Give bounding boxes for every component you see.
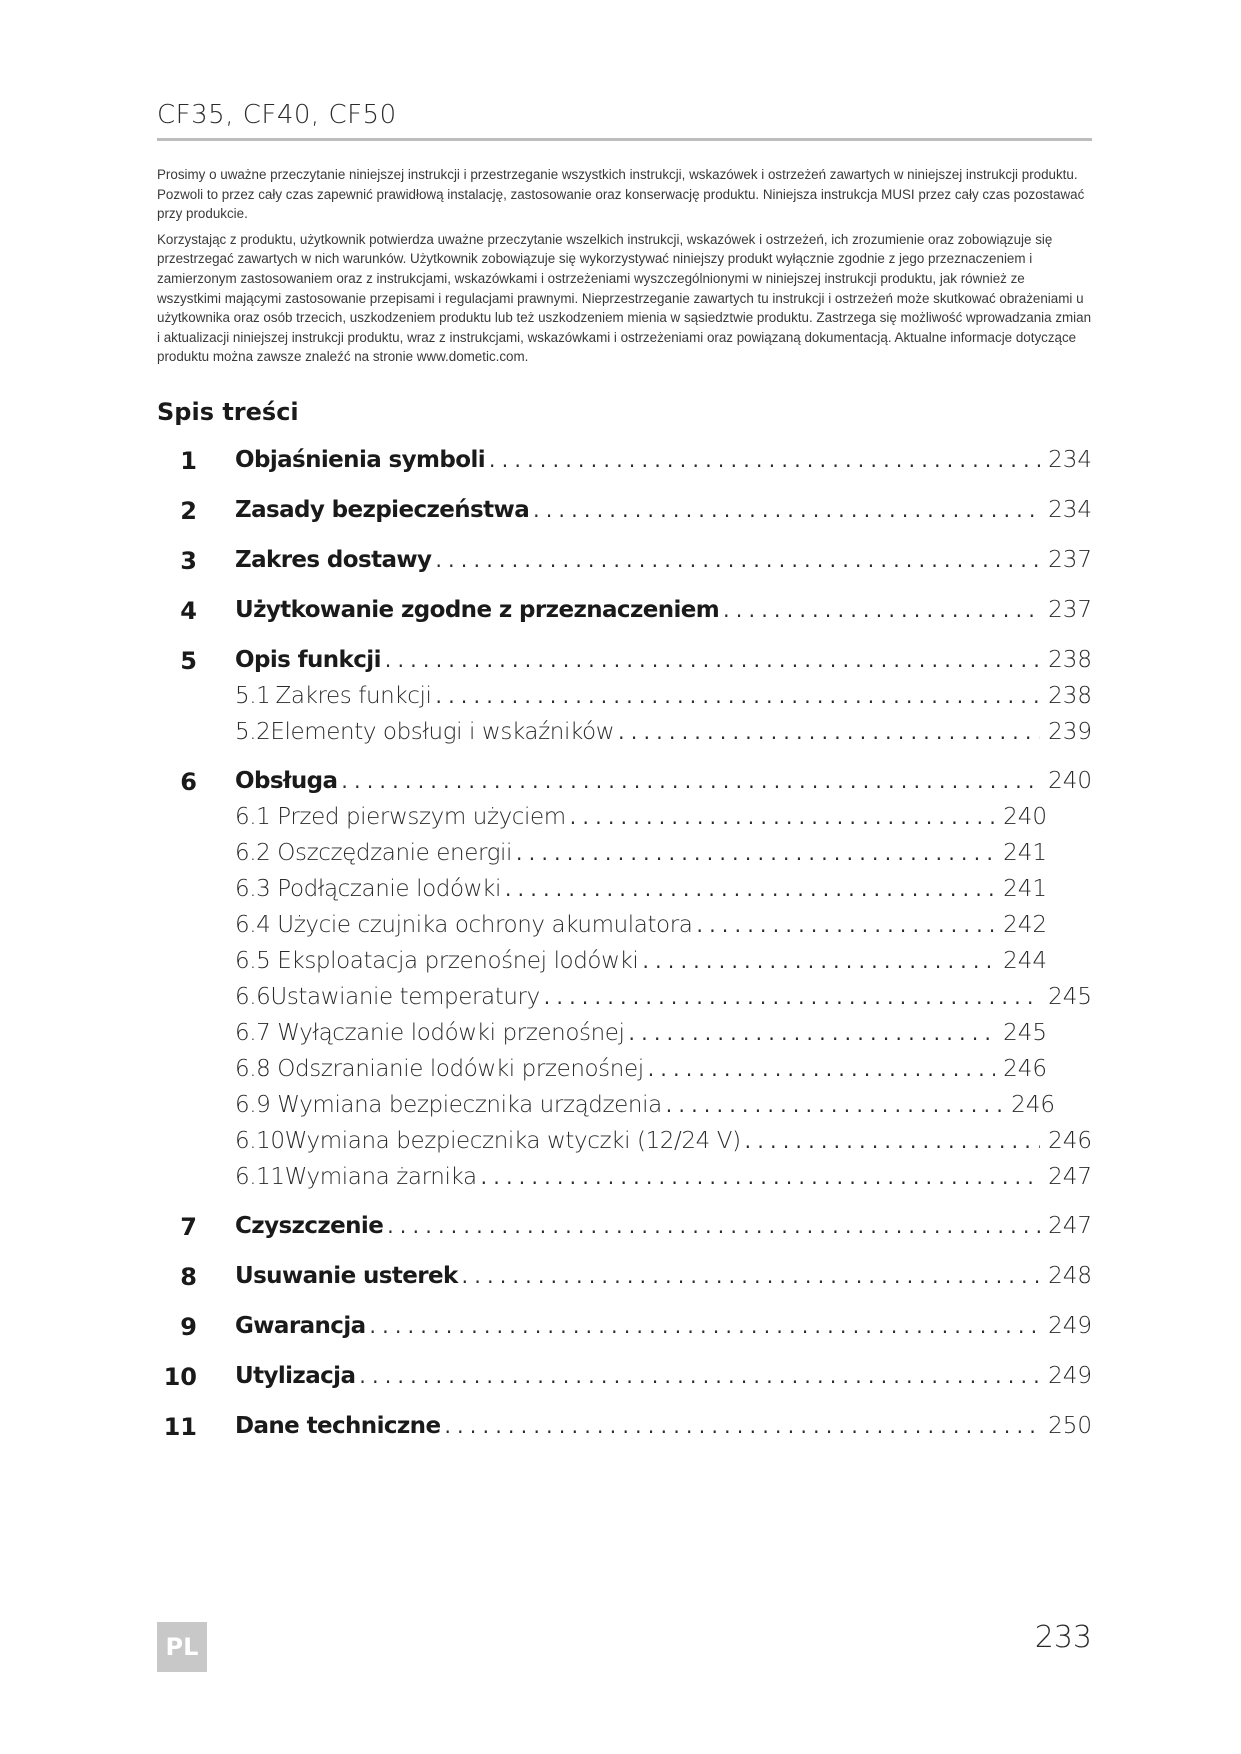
toc-chapter-number: 9 — [180, 1313, 197, 1341]
toc-page-number: 248 — [1048, 1263, 1092, 1289]
toc-section-6-7[interactable] — [235, 1020, 1047, 1056]
toc-page-number: 249 — [1048, 1313, 1092, 1339]
toc-chapter-number: 7 — [180, 1213, 197, 1241]
toc-section-6-1[interactable] — [235, 804, 1047, 840]
toc-leader-dots — [370, 1314, 1041, 1338]
toc-chapter-5[interactable] — [157, 647, 1092, 683]
toc-section-label: 6.4 Użycie czujnika ochrony akumulatora — [235, 912, 693, 938]
toc-page-number: 246 — [1003, 1056, 1047, 1082]
toc-page-number: 240 — [1048, 768, 1092, 794]
toc-leader-dots — [629, 1021, 996, 1045]
toc-page-number: 250 — [1048, 1413, 1092, 1439]
toc-heading: Spis treści — [157, 398, 299, 426]
toc-chapter-8[interactable] — [157, 1263, 1092, 1299]
toc-section-number: 6.10 — [235, 1128, 285, 1154]
toc-leader-dots — [666, 1093, 1003, 1117]
toc-page-number: 234 — [1048, 447, 1092, 473]
toc-section-6-6[interactable] — [235, 984, 1092, 1020]
toc-leader-dots — [505, 877, 995, 901]
toc-chapter-number: 11 — [163, 1413, 197, 1441]
toc-leader-dots — [642, 949, 995, 973]
toc-section-number: 6.11 — [235, 1164, 285, 1190]
toc-section-label: Wymiana bezpiecznika wtyczki (12/24 V) — [284, 1128, 741, 1154]
toc-chapter-label: Utylizacja — [235, 1363, 356, 1389]
toc-leader-dots — [385, 648, 1040, 672]
toc-leader-dots — [341, 769, 1040, 793]
toc-page-number: 246 — [1048, 1128, 1092, 1154]
toc-section-label: 6.8 Odszranianie lodówki przenośnej — [235, 1056, 644, 1082]
toc-leader-dots — [516, 841, 995, 865]
toc-page-number: 242 — [1003, 912, 1047, 938]
toc-chapter-1[interactable] — [157, 447, 1092, 483]
toc-chapter-9[interactable] — [157, 1313, 1092, 1349]
toc-section-label: 6.9 Wymiana bezpiecznika urządzenia — [235, 1092, 662, 1118]
toc-section-6-10[interactable] — [235, 1128, 1092, 1164]
toc-leader-dots — [723, 598, 1040, 622]
toc-page-number: 245 — [1048, 984, 1092, 1010]
toc-page-number: 238 — [1048, 683, 1092, 709]
toc-chapter-label: Obsługa — [235, 768, 338, 794]
toc-page-number: 241 — [1003, 840, 1047, 866]
toc-leader-dots — [387, 1214, 1040, 1238]
toc-section-label: Wymiana żarnika — [284, 1164, 477, 1190]
toc-leader-dots — [489, 448, 1040, 472]
toc-page-number: 246 — [1011, 1092, 1055, 1118]
toc-page-number: 249 — [1048, 1363, 1092, 1389]
toc-page-number: 237 — [1048, 547, 1092, 573]
toc-section-label: 6.3 Podłączanie lodówki — [235, 876, 501, 902]
toc-leader-dots — [533, 498, 1040, 522]
toc-chapter-11[interactable] — [157, 1413, 1092, 1449]
toc-section-number: 5.1 — [235, 683, 271, 709]
toc-chapter-6[interactable] — [157, 768, 1092, 804]
toc-section-5-2[interactable] — [235, 719, 1092, 755]
toc-leader-dots — [544, 985, 1040, 1009]
toc-chapter-label: Zakres dostawy — [235, 547, 432, 573]
toc-chapter-label: Dane techniczne — [235, 1413, 441, 1439]
toc-section-number: 6.6 — [235, 984, 271, 1010]
toc-chapter-number: 3 — [180, 547, 197, 575]
toc-chapter-label: Czyszczenie — [235, 1213, 384, 1239]
page-number: 233 — [1034, 1620, 1092, 1655]
toc-chapter-number: 8 — [180, 1263, 197, 1291]
toc-page-number: 234 — [1048, 497, 1092, 523]
toc-section-6-4[interactable] — [235, 912, 1047, 948]
toc-section-6-2[interactable] — [235, 840, 1047, 876]
toc-leader-dots — [444, 1414, 1040, 1438]
toc-section-label: Ustawianie temperatury — [270, 984, 540, 1010]
toc-chapter-label: Objaśnienia symboli — [235, 447, 486, 473]
toc-chapter-number: 4 — [180, 597, 197, 625]
toc-section-6-8[interactable] — [235, 1056, 1047, 1092]
toc-chapter-label: Usuwanie usterek — [235, 1263, 458, 1289]
toc-leader-dots — [481, 1165, 1040, 1189]
header-title: CF35, CF40, CF50 — [157, 100, 397, 130]
toc-section-6-5[interactable] — [235, 948, 1047, 984]
intro-paragraph-1: Prosimy o uważne przeczytanie niniejszej instrukcji i przestrzeganie wszystkich instrukcji, wskazówek i ostrzeżeń zawartych w niniejszej instrukcji produktu. Pozwoli to przez cały czas zapewnić prawidłową instalację, zastosowanie oraz konserwację produktu. Niniejsza instrukcja MUSI przez cały czas pozostawać przy produkcie. — [157, 167, 1085, 222]
toc-section-5-1[interactable] — [235, 683, 1092, 719]
toc-chapter-label: Gwarancja — [235, 1313, 366, 1339]
toc-chapter-number: 2 — [180, 497, 197, 525]
toc-page-number: 239 — [1048, 719, 1092, 745]
toc-page-number: 241 — [1003, 876, 1047, 902]
toc-leader-dots — [745, 1129, 1040, 1153]
toc-chapter-number: 1 — [180, 447, 197, 475]
toc-section-6-3[interactable] — [235, 876, 1047, 912]
toc-page-number: 244 — [1003, 948, 1047, 974]
toc-section-label: 6.1 Przed pierwszym użyciem — [235, 804, 566, 830]
toc-chapter-label: Zasady bezpieczeństwa — [235, 497, 530, 523]
toc-section-6-11[interactable] — [235, 1164, 1092, 1200]
toc-chapter-number: 10 — [163, 1363, 197, 1391]
toc-section-label: 6.7 Wyłączanie lodówki przenośnej — [235, 1020, 625, 1046]
toc-section-label: 6.5 Eksploatacja przenośnej lodówki — [235, 948, 639, 974]
toc-section-label: Elementy obsługi i wskaźników — [270, 719, 615, 745]
toc-leader-dots — [359, 1364, 1040, 1388]
intro-paragraph-2: Korzystając z produktu, użytkownik potwierdza uważne przeczytanie wszelkich instrukcji, wskazówek i ostrzeżeń, ich zrozumienie oraz zobowiązuje się przestrzegać zawartych w nich warunków. Użytkownik zobowiązuje się wykorzystywać niniejszy produkt wyłącznie zgodnie z jego przeznaczeniem i zamierzonym zastosowaniem oraz z instrukcjami, wskazówkami i ostrzeżeniami wyszczególnionymi w niniejszej instrukcji produktu, jak również ze wszystkimi mającymi zastosowanie przepisami i regulacjami prawnymi. Nieprzestrzeganie zawartych tu instrukcji i ostrzeżeń może skutkować obrażeniami u użytkownika oraz osób trzecich, uszkodzeniem produktu lub też uszkodzeniem mienia w sąsiedztwie produktu. Zastrzega się możliwość wprowadzania zmian i aktualizacji niniejszej instrukcji produktu, wraz z instrukcjami, wskazówkami i ostrzeżeniami oraz powiązaną dokumentacją. Aktualne informacje dotyczące produktu można zawsze znaleźć na stronie www.dometic.com. — [157, 231, 1092, 365]
toc-chapter-4[interactable] — [157, 597, 1092, 633]
toc-page-number: 240 — [1003, 804, 1047, 830]
toc-page-number: 247 — [1048, 1213, 1092, 1239]
toc-section-6-9[interactable] — [235, 1092, 1055, 1128]
toc-page-number: 247 — [1048, 1164, 1092, 1190]
toc-chapter-7[interactable] — [157, 1213, 1092, 1249]
toc-chapter-2[interactable] — [157, 497, 1092, 533]
toc-chapter-number: 5 — [180, 647, 197, 675]
toc-section-number: 5.2 — [235, 719, 271, 745]
toc-leader-dots — [435, 548, 1040, 572]
toc-leader-dots — [436, 684, 1041, 708]
toc-page-number: 237 — [1048, 597, 1092, 623]
toc-leader-dots — [648, 1057, 995, 1081]
language-badge: PL — [157, 1622, 207, 1672]
toc-chapter-label: Opis funkcji — [235, 647, 381, 673]
toc-leader-dots — [462, 1264, 1040, 1288]
toc-leader-dots — [696, 913, 995, 937]
toc-chapter-10[interactable] — [157, 1363, 1092, 1399]
toc-leader-dots — [618, 720, 1040, 744]
header-rule — [157, 138, 1092, 141]
intro-text — [157, 165, 1092, 373]
toc-chapter-label: Użytkowanie zgodne z przeznaczeniem — [235, 597, 720, 623]
toc-section-label: 6.2 Oszczędzanie energii — [235, 840, 513, 866]
toc-chapter-3[interactable] — [157, 547, 1092, 583]
toc-page-number: 238 — [1048, 647, 1092, 673]
toc-section-label: Zakres funkcji — [275, 683, 432, 709]
toc-leader-dots — [570, 805, 995, 829]
toc-chapter-number: 6 — [180, 768, 197, 796]
toc-page-number: 245 — [1003, 1020, 1047, 1046]
